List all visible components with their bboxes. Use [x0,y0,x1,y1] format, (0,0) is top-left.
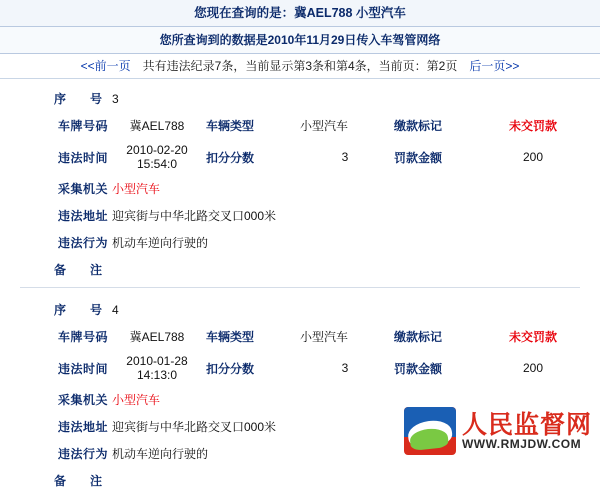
value-address: 迎宾街与中华北路交叉口000米 [112,420,277,434]
page-header [0,0,600,54]
watermark-text [461,409,592,451]
label-points: 扣分分数 [206,150,255,165]
value-time: 2010-02-20 15:54:0 [126,143,188,171]
label-authority: 采集机关 [57,182,108,196]
value-index: 4 [112,302,119,317]
value-authority: 小型汽车 [112,393,161,407]
next-page-link[interactable]: 后一页>> [469,59,520,73]
label-address: 违法地址 [57,209,108,223]
pager-spacer-right [457,59,469,73]
table-row [20,139,580,175]
table-row [20,112,580,139]
label-time: 违法时间 [57,361,108,376]
label-time: 违法时间 [57,150,108,165]
value-plate: 冀AEL788 [129,330,185,344]
table-row [20,202,580,229]
value-behavior: 机动车逆向行驶的 [112,236,209,250]
watermark-site-url: WWW.RMJDW.COM [461,436,582,451]
label-remark: 备 注 [53,474,108,488]
value-time: 2010-01-28 14:13:0 [126,354,188,382]
label-remark: 备 注 [53,263,108,277]
table-row [20,350,580,386]
value-plate: 冀AEL788 [129,119,185,133]
label-plate: 车牌号码 [57,119,108,133]
value-address: 迎宾街与中华北路交叉口000米 [112,209,277,223]
value-points: 3 [341,361,349,375]
header-data-date: 您所查询到的数据是2010年11月29日传入车驾管网络 [0,27,600,54]
label-index: 序 号 [53,92,108,106]
label-vehicle-type: 车辆类型 [206,119,255,133]
label-amount: 罚款金额 [394,361,443,376]
violation-record [0,79,600,290]
prev-page-link[interactable]: <<前一页 [80,59,131,73]
watermark-site-name: 人民监督网 [461,409,592,439]
record-table [20,296,580,494]
value-behavior: 机动车逆向行驶的 [112,447,209,461]
value-vehicle-type: 小型汽车 [300,330,349,344]
table-row [20,175,580,202]
header-query-title: 您现在查询的是：冀AEL788 小型汽车 [0,0,600,27]
pager-spacer-left [131,59,143,73]
label-fine-mark: 缴款标记 [394,119,443,133]
value-points: 3 [341,150,349,164]
value-index: 3 [112,91,119,106]
watermark-logo [404,407,592,455]
label-fine-mark: 缴款标记 [394,330,443,344]
label-address: 违法地址 [57,420,108,434]
table-row [20,229,580,256]
value-remark [110,256,580,283]
value-vehicle-type: 小型汽车 [300,119,349,133]
record-divider [20,287,580,288]
table-row [20,323,580,350]
label-index: 序 号 [53,303,108,317]
logo-badge-icon [404,407,456,455]
record-table [20,85,580,283]
value-fine-mark: 未交罚款 [508,119,557,133]
table-row [20,296,580,323]
label-vehicle-type: 车辆类型 [206,330,255,344]
pagination-bar [0,54,600,79]
table-row [20,467,580,494]
label-behavior: 违法行为 [57,236,108,250]
value-amount: 200 [522,361,544,375]
label-plate: 车牌号码 [57,330,108,344]
table-row [20,85,580,112]
label-amount: 罚款金额 [394,150,443,165]
violation-record [0,290,600,496]
label-points: 扣分分数 [206,361,255,376]
pagination-summary: 共有违法纪录7条，当前显示第3条和第4条，当前页：第2页 [142,59,458,73]
value-fine-mark: 未交罚款 [508,330,557,344]
label-authority: 采集机关 [57,393,108,407]
label-behavior: 违法行为 [57,447,108,461]
value-authority: 小型汽车 [112,182,161,196]
value-remark [110,467,580,494]
table-row [20,256,580,283]
value-amount: 200 [522,150,544,164]
